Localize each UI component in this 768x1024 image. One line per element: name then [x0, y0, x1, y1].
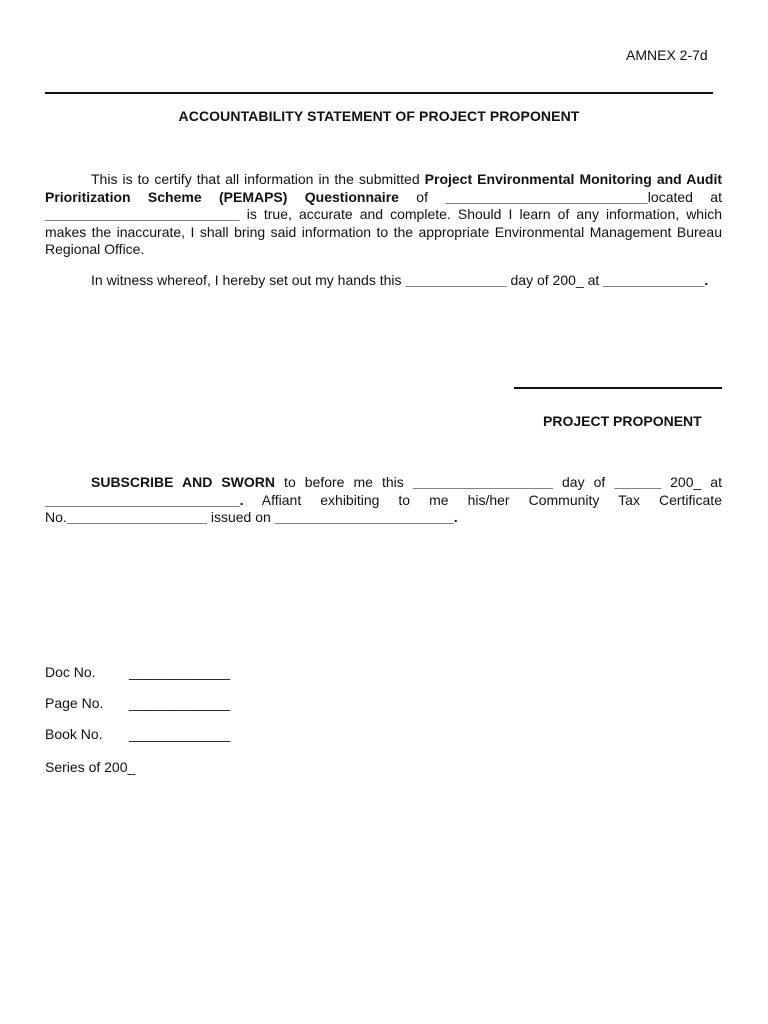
place-blank: _____________.	[603, 272, 709, 288]
para2-text-3: day of 200_ at	[506, 272, 604, 288]
page-number-blank: _____________	[129, 695, 231, 711]
signature-line	[514, 387, 722, 389]
para3-text-6: 200_ at	[661, 474, 722, 490]
project-blank: __________________________	[445, 188, 648, 205]
oath-month-blank: ______	[614, 474, 662, 490]
signature-label: PROJECT PROPONENT	[543, 413, 702, 429]
para1-text-1: This is to certify that all information in the submitted	[91, 171, 425, 187]
issue-date-blank: _______________________.	[274, 509, 458, 525]
oath-place-blank: _________________________.	[45, 491, 244, 508]
page-number-label: Page No.	[45, 695, 104, 711]
para1-text-7: is true, accurate and complete. Should I learn of any information, which makes the inaccurate, I shall bring said information to the appropriate Environmental Management Bureau Regional Office.	[45, 206, 722, 257]
para1-text-5: located at	[647, 188, 722, 205]
para3-text-2: to before me this	[275, 474, 413, 490]
location-blank: _________________________	[45, 206, 240, 222]
witness-paragraph	[45, 272, 722, 290]
page-number-row	[45, 695, 230, 713]
questionnaire-name: Project Environmental Monitoring and Audit Prioritization Scheme (PEMAPS) Questionnaire	[45, 171, 722, 205]
para3-text-8: Affiant exhibiting to me his/her Community Tax Certificate No.	[45, 491, 722, 525]
certification-paragraph	[45, 171, 722, 259]
para2-text-1: In witness whereof, I hereby set out my hands this	[91, 272, 406, 288]
certificate-number-blank: __________________	[66, 509, 207, 525]
para3-text-4: day of	[552, 474, 615, 490]
doc-number-row	[45, 664, 230, 682]
oath-heading: SUBSCRIBE AND SWORN	[91, 474, 276, 490]
doc-number-label: Doc No.	[45, 664, 96, 680]
day-blank: _____________	[405, 272, 507, 288]
series-label: Series of 200_	[45, 759, 136, 775]
header-rule	[45, 92, 713, 94]
oath-day-blank: __________________	[412, 474, 553, 490]
document-title: ACCOUNTABILITY STATEMENT OF PROJECT PROPONENT	[178, 108, 580, 124]
book-number-blank: _____________	[129, 726, 231, 742]
doc-number-blank: _____________	[129, 664, 231, 680]
annex-label: AMNEX 2-7d	[626, 47, 708, 63]
para1-text-3: of	[398, 188, 446, 205]
book-number-row	[45, 726, 230, 744]
book-number-label: Book No.	[45, 726, 103, 742]
para3-text-10: issued on	[206, 509, 275, 525]
oath-paragraph	[45, 474, 722, 527]
